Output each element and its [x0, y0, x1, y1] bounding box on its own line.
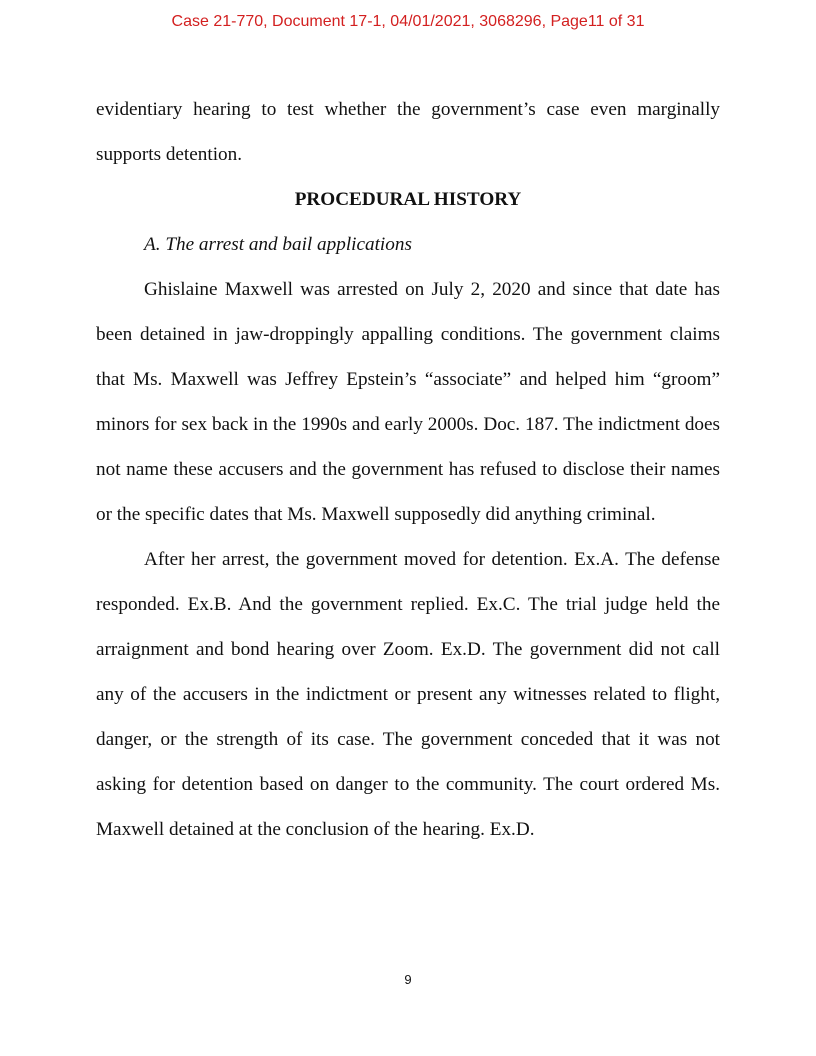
page-number: 9	[404, 972, 412, 987]
case-header-stamp: Case 21-770, Document 17-1, 04/01/2021, 3068296, Page11 of 31	[171, 13, 645, 30]
subsection-heading: A. The arrest and bail applications	[144, 234, 412, 255]
section-heading: PROCEDURAL HISTORY	[294, 189, 522, 210]
body-paragraph: Ghislaine Maxwell was arrested on July 2, 2020 and since that date has been detained in jaw-droppingly appalling conditions. The government claims that Ms. Maxwell was Jeffrey Epstein’s “associate” and helped him “groom” minors for sex back in the 1990s and early 2000s. Doc. 187. The indictment does not name these accusers and the government has refused to disclose their names or the specific dates that Ms. Maxwell supposedly did anything criminal.	[96, 279, 720, 525]
intro-continuation-paragraph: evidentiary hearing to test whether the government’s case even marginally supports detention.	[96, 99, 720, 165]
body-paragraph: After her arrest, the government moved for detention. Ex.A. The defense responded. Ex.B. And the government replied. Ex.C. The trial judge held the arraignment and bond hearing over Zoom. Ex.D. The government did not call any of the accusers in the indictment or present any witnesses related to flight, danger, or the strength of its case. The government conceded that it was not asking for detention based on danger to the community. The court ordered Ms. Maxwell detained at the conclusion of the hearing. Ex.D.	[96, 549, 720, 840]
document-body	[96, 87, 720, 852]
